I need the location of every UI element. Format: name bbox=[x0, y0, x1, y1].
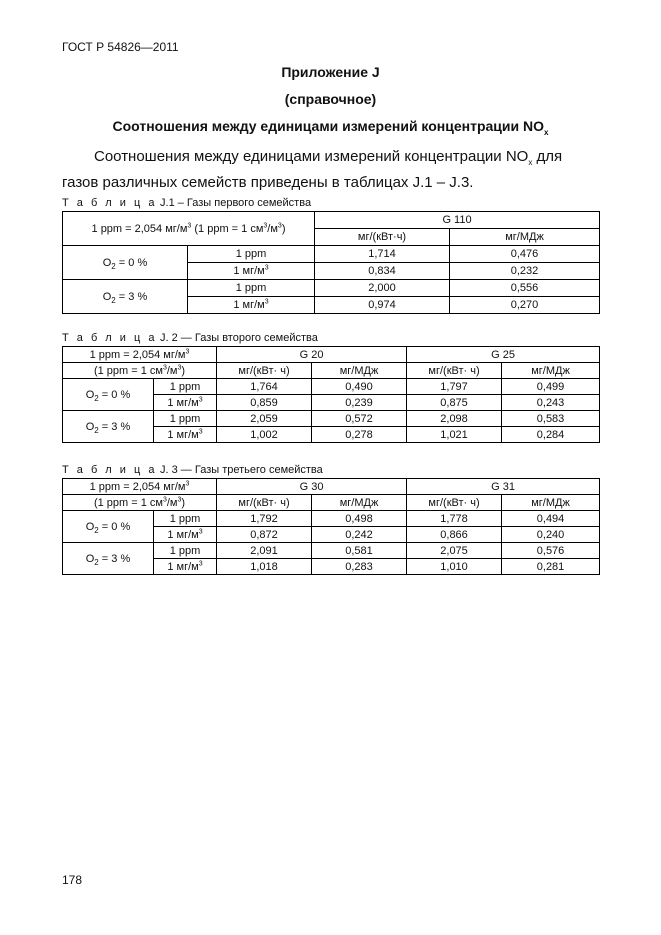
table-row: 1 $мг/м^3$ 0,859 0,239 0,875 0,243 bbox=[63, 395, 600, 411]
table2-o2-3: $O_2 = 3$ % bbox=[63, 411, 154, 443]
table1-gas-header: G 110 bbox=[315, 212, 600, 229]
document-id: ГОСТ Р 54826—2011 bbox=[62, 40, 179, 54]
table-row: 1 $мг/м^3$ 0,834 0,232 bbox=[63, 263, 600, 280]
table1-conversion: 1 ppm = 2,054 $мг/м^3$ (1 ppm = 1 $см^3/м^3$) bbox=[63, 212, 315, 246]
table-row: 1 $мг/м^3$ 0,872 0,242 0,866 0,240 bbox=[63, 527, 600, 543]
table-row: $O_2 = 3$ % 1 ppm 2,000 0,556 bbox=[63, 280, 600, 297]
table-row: 1 $мг/м^3$ 0,974 0,270 bbox=[63, 297, 600, 314]
table1-o2-0: $O_2 = 0$ % bbox=[63, 246, 188, 280]
table2-o2-0: $O_2 = 0$ % bbox=[63, 379, 154, 411]
intro-paragraph: Соотношения между единицами измерений концентрации $NO_x$ для газов различных семейств приведены в таблицах J.1 – J.3. bbox=[62, 148, 563, 191]
table-row: 1 $мг/м^3$ 1,018 0,283 1,010 0,281 bbox=[63, 559, 600, 575]
table3-conversion-2: (1 ppm = 1 $см^3/м^3$) bbox=[63, 495, 217, 511]
table2-gas2-header: G 25 bbox=[407, 347, 600, 363]
table1-caption: Т а б л и ц а J.1 – Газы первого семейства bbox=[62, 197, 312, 209]
table-row: $O_2 = 0$ % 1 ppm 1,764 0,490 1,797 0,499 bbox=[63, 379, 600, 395]
table2-gas1-header: G 20 bbox=[217, 347, 407, 363]
table2-conversion-2: (1 ppm = 1 $см^3/м^3$) bbox=[63, 363, 217, 379]
table1-o2-3: $O_2 = 3$ % bbox=[63, 280, 188, 314]
table3-gas2-header: G 31 bbox=[407, 479, 600, 495]
table2-conversion-1: 1 ppm = 2,054 $мг/м^3$ bbox=[63, 347, 217, 363]
table-row: $O_2 = 3$ % 1 ppm 2,059 0,572 2,098 0,583 bbox=[63, 411, 600, 427]
table2: 1 ppm = 2,054 $мг/м^3$ G 20 G 25 (1 ppm = 1 $см^3/м^3$) мг/(кВт· ч) мг/МДж мг/(кВт· ч) мг/МДж $O_2 = 0$ % 1 ppm 1,764 0,490 1,797 0,499 1 $мг/м^3$ 0,859 0,239 0,875 0,243 $O_2 = 3$ % 1 ppm 2,059 0,572 2,098 0,583 1 $мг/м^3$ 1,002 0,278 1,021 0,284 bbox=[62, 346, 600, 443]
table-row: $O_2 = 0$ % 1 ppm 1,792 0,498 1,778 0,494 bbox=[63, 511, 600, 527]
appendix-title: Приложение J bbox=[281, 64, 380, 80]
table3: 1 ppm = 2,054 $мг/м^3$ G 30 G 31 (1 ppm = 1 $см^3/м^3$) мг/(кВт· ч) мг/МДж мг/(кВт· ч) мг/МДж $O_2 = 0$ % 1 ppm 1,792 0,498 1,778 0,494 1 $мг/м^3$ 0,872 0,242 0,866 0,240 $O_2 = 3$ % 1 ppm 2,091 0,581 2,075 0,576 1 $мг/м^3$ 1,018 0,283 1,010 0,281 bbox=[62, 478, 600, 575]
table3-caption: Т а б л и ц а J. 3 — Газы третьего семейства bbox=[62, 464, 323, 476]
table3-o2-3: $O_2 = 3$ % bbox=[63, 543, 154, 575]
table-row: $O_2 = 3$ % 1 ppm 2,091 0,581 2,075 0,576 bbox=[63, 543, 600, 559]
table1-unit-mj: мг/МДж bbox=[450, 229, 600, 246]
appendix-subtitle: (справочное) bbox=[284, 91, 377, 107]
table3-o2-0: $O_2 = 0$ % bbox=[63, 511, 154, 543]
table3-conversion-1: 1 ppm = 2,054 $мг/м^3$ bbox=[63, 479, 217, 495]
table2-caption: Т а б л и ц а J. 2 — Газы второго семейства bbox=[62, 332, 318, 344]
table-row: 1 $мг/м^3$ 1,002 0,278 1,021 0,284 bbox=[63, 427, 600, 443]
table-row: $O_2 = 0$ % 1 ppm 1,714 0,476 bbox=[63, 246, 600, 263]
page-number: 178 bbox=[62, 873, 83, 887]
appendix-heading: Соотношения между единицами измерений концентрации $NO_x$ bbox=[112, 118, 549, 137]
table1 bbox=[62, 211, 600, 314]
table3-gas1-header: G 30 bbox=[217, 479, 407, 495]
table1-unit-kwh: мг/(кВт·ч) bbox=[315, 229, 450, 246]
